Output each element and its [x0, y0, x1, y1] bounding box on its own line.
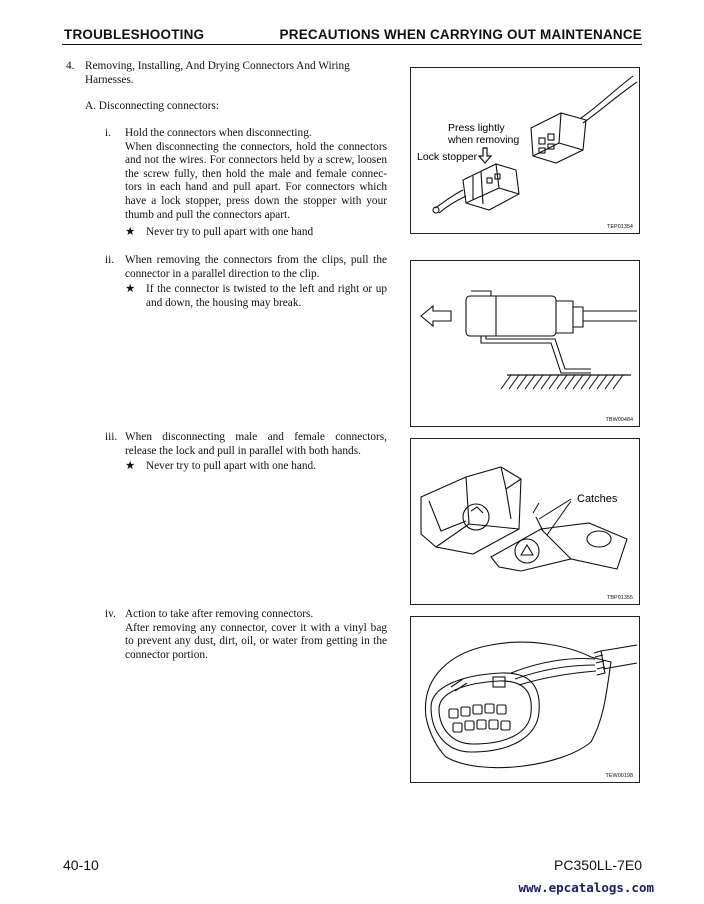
figure-3-label-catches: Catches [577, 493, 618, 505]
step-2-line-2: connector in a parallel direction to the clip. [125, 267, 320, 280]
step-2-note-line-2: and down, the housing may break. [146, 296, 302, 309]
step-1-number: i. [105, 127, 111, 139]
step-4-line-1: Action to take after removing connectors. [125, 608, 314, 620]
figure-4-illustration [411, 617, 639, 782]
section-title-line-2: Harnesses. [85, 73, 134, 86]
step-3-text [125, 431, 387, 458]
step-2-star: ★ [125, 283, 136, 295]
ground-hatch-line [541, 375, 551, 389]
step-1-line-7: thumb and pull the connectors apart. [125, 208, 291, 221]
subsection-title: A. Disconnecting connectors: [85, 100, 219, 112]
step-4-text [125, 608, 387, 662]
figure-3-illustration [411, 439, 639, 604]
step-3-number: iii. [105, 431, 118, 443]
header-rule [62, 44, 642, 45]
step-3-note: Never try to pull apart with one hand. [146, 460, 317, 472]
figure-4-code: TEW00198 [605, 773, 633, 779]
figure-1-label-press-line-2: when removing [448, 134, 520, 146]
section-title-line-1: Removing, Installing, And Drying Connectors And Wiring [85, 60, 350, 72]
figure-1-label-lock: Lock stopper [417, 151, 478, 163]
ground-hatch-line [573, 375, 583, 389]
step-1-text [125, 127, 387, 222]
header-left: TROUBLESHOOTING [64, 27, 205, 42]
section-number: 4. [66, 60, 75, 72]
step-4-number: iv. [105, 608, 116, 620]
header-right: PRECAUTIONS WHEN CARRYING OUT MAINTENANCE [279, 27, 642, 42]
ground-hatch-line [501, 375, 511, 389]
figure-1-illustration [411, 68, 639, 233]
figure-1-code: TEP01354 [607, 224, 633, 230]
ground-hatch-line [509, 375, 519, 389]
step-3-line-1: When disconnecting male and female connectors, [125, 431, 387, 443]
ground-hatch-line [533, 375, 543, 389]
step-1-line-5: tors in each hand and pull apart. For connectors which [125, 181, 387, 194]
ground-hatch-line [613, 375, 623, 389]
ground-hatch-line [589, 375, 599, 389]
step-4-line-4: connector portion. [125, 648, 208, 661]
step-1-line-2: When disconnecting the connectors, hold the connectors [125, 140, 387, 153]
ground-hatch-line [549, 375, 559, 389]
step-1-star: ★ [125, 226, 136, 238]
step-2-line-1: When removing the connectors from the clips, pull the [125, 254, 387, 266]
figure-1 [410, 67, 640, 234]
step-4-line-2: After removing any connector, cover it with a vinyl bag [125, 621, 387, 634]
ground-hatch-line [525, 375, 535, 389]
step-2-note-line-1: If the connector is twisted to the left and right or up [146, 283, 387, 295]
step-2-number: ii. [105, 254, 115, 266]
step-1-line-4: the screw fully, then hold the male and female connec- [125, 167, 387, 180]
step-3-line-2: release the lock and pull in parallel with both hands. [125, 444, 361, 457]
step-2-note [146, 283, 387, 310]
section-title [85, 60, 385, 87]
ground-hatch-line [565, 375, 575, 389]
footer-page-number: 40-10 [63, 857, 99, 873]
step-1-line-6: have a lock stopper, press down the stopper with your [125, 194, 387, 207]
figure-2-code: TBW00484 [605, 417, 633, 423]
figure-2 [410, 260, 640, 427]
figure-3 [410, 438, 640, 605]
step-3-star: ★ [125, 460, 136, 472]
ground-hatch-line [581, 375, 591, 389]
figure-4 [410, 616, 640, 783]
footer-model: PC350LL-7E0 [554, 857, 642, 873]
step-1-line-3: and not the wires. For connectors held by a screw, loosen [125, 154, 387, 167]
ground-hatch-line [557, 375, 567, 389]
step-1-note: Never try to pull apart with one hand [146, 226, 314, 238]
ground-hatch-line [597, 375, 607, 389]
step-4-line-3: to prevent any dust, dirt, oil, or water from getting in the [125, 635, 387, 648]
step-1-line-1: Hold the connectors when disconnecting. [125, 127, 312, 139]
ground-hatch-line [517, 375, 527, 389]
figure-1-label-press-line-1: Press lightly [448, 122, 505, 134]
footer-watermark[interactable]: www.epcatalogs.com [518, 880, 654, 895]
figure-2-illustration [411, 261, 639, 426]
figure-3-code: TBP01355 [607, 595, 633, 601]
ground-hatch-line [605, 375, 615, 389]
step-2-text [125, 254, 387, 281]
